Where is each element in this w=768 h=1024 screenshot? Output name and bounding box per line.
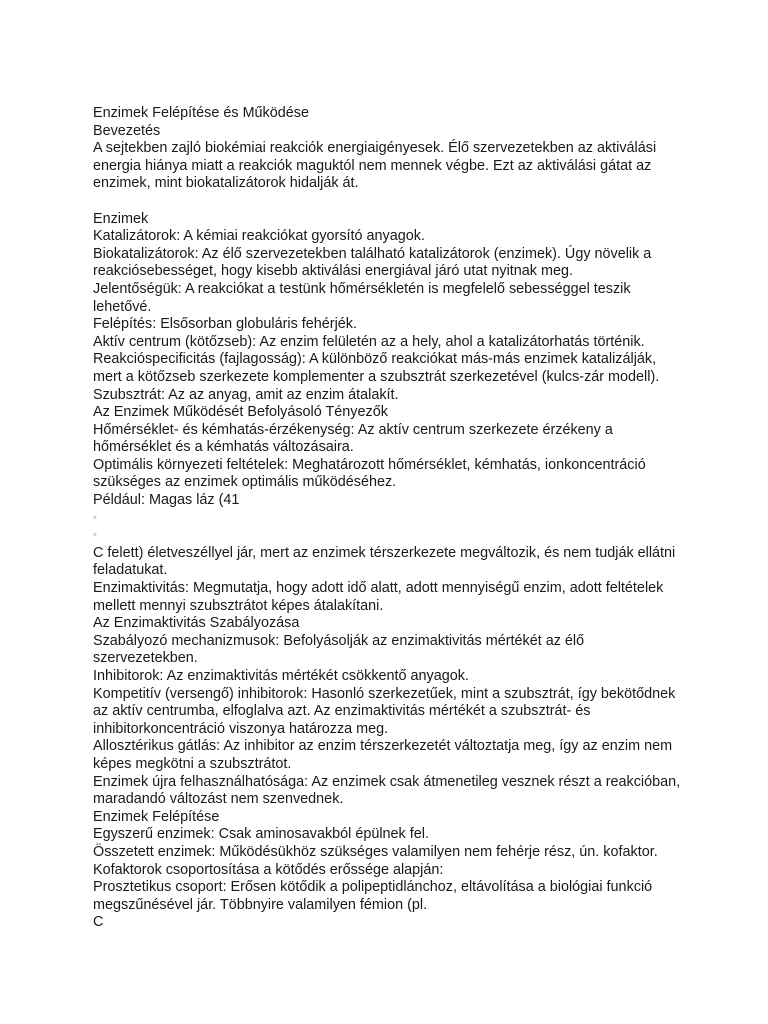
text-line: Szubsztrát: Az az anyag, amit az enzim átalakít.	[93, 386, 399, 403]
text-line: Egyszerű enzimek: Csak aminosavakból épülnek fel.	[93, 826, 429, 843]
text-line: reakciósebességet, hogy kisebb aktiválási energiával járó utat nyitnak meg.	[93, 263, 573, 280]
section-heading: Az Enzimek Működését Befolyásoló Tényezők	[93, 404, 388, 421]
text-line: Reakcióspecificitás (fajlagosság): A különböző reakciókat más-más enzimek katalizálják,	[93, 351, 657, 368]
text-line: Kofaktorok csoportosítása a kötődés erőssége alapján:	[93, 861, 444, 878]
text-line: Katalizátorok: A kémiai reakciókat gyorsító anyagok.	[93, 228, 425, 245]
text-line: C felett) életveszéllyel jár, mert az enzimek térszerkezete megváltozik, és nem tudják ellátni	[93, 544, 676, 561]
text-line: C	[93, 914, 104, 931]
text-line: Aktív centrum (kötőzseb): Az enzim felületén az a hely, ahol a katalizátorhatás történik.	[93, 333, 645, 350]
text-line: Enzimaktivitás: Megmutatja, hogy adott idő alatt, adott mennyiségű enzim, adott feltételek	[93, 580, 664, 597]
text-line: Enzimek újra felhasználhatósága: Az enzimek csak átmenetileg vesznek részt a reakcióban,	[93, 773, 681, 790]
text-line: Összetett enzimek: Működésükhöz szükséges valamilyen nem fehérje rész, ún. kofaktor.	[93, 843, 658, 860]
text-line: energia hiánya miatt a reakciók maguktól nem mennek végbe. Ezt az aktiválási gátat az	[93, 157, 652, 174]
document-body	[93, 105, 681, 932]
text-line: Jelentőségük: A reakciókat a testünk hőmérsékletén is megfelelő sebességgel teszik	[93, 280, 631, 297]
document-title: Enzimek Felépítése és Működése	[93, 105, 309, 121]
text-line: Felépítés: Elsősorban globuláris fehérjék.	[93, 316, 357, 333]
text-line: inhibitorkoncentráció viszonya határozza meg.	[93, 720, 389, 737]
text-line: képes megkötni a szubsztrátot.	[93, 755, 292, 772]
text-line: szervezetekben.	[93, 650, 198, 667]
text-line: Inhibitorok: Az enzimaktivitás mértékét csökkentő anyagok.	[93, 668, 469, 684]
section-heading: Enzimek	[93, 210, 149, 227]
text-line: Hőmérséklet- és kémhatás-érzékenység: Az aktív centrum szerkezete érzékeny a	[93, 421, 613, 438]
text-line: szükséges az enzimek optimális működéséhez.	[93, 474, 397, 491]
section-heading: Bevezetés	[93, 122, 161, 139]
text-line: mert a kötőzseb szerkezete komplementer a szubsztrát szerkezetével (kulcs-zár modell).	[93, 368, 660, 385]
text-line: lehetővé.	[93, 298, 152, 315]
text-line: Prosztetikus csoport: Erősen kötődik a polipeptidlánchoz, eltávolítása a biológiai funkció	[93, 879, 653, 896]
section-heading: Enzimek Felépítése	[93, 808, 220, 825]
text-line: Például: Magas láz (41	[93, 492, 240, 509]
text-line: az aktív centrumba, elfoglalva azt. Az enzimaktivitás mértékét a szubsztrát- és	[93, 703, 591, 720]
text-line: mellett mennyi szubsztrátot képes átalakítani.	[93, 597, 384, 614]
degree-symbol: ◦	[93, 529, 97, 542]
text-line: maradandó változást nem szenvednek.	[93, 791, 344, 808]
text-line: Szabályozó mechanizmusok: Befolyásolják az enzimaktivitás mértékét az élő	[93, 632, 585, 649]
text-line: megszűnésével jár. Többnyire valamilyen fémion (pl.	[93, 896, 428, 913]
blank-line	[93, 193, 673, 211]
section-heading: Az Enzimaktivitás Szabályozása	[93, 615, 300, 632]
text-line: A sejtekben zajló biokémiai reakciók energiaigényesek. Élő szervezetekben az aktiválási	[93, 140, 657, 157]
text-line: Allosztérikus gátlás: Az inhibitor az enzim térszerkezetét változtatja meg, így az enzim nem	[93, 738, 673, 755]
text-line: hőmérséklet és a kémhatás változásaira.	[93, 439, 354, 456]
text-line: enzimek, mint biokatalizátorok hidalják át.	[93, 175, 359, 192]
degree-symbol: ◦	[93, 511, 97, 524]
text-line: Kompetitív (versengő) inhibitorok: Hasonló szerkezetűek, mint a szubsztrát, így bekötődnek	[93, 685, 676, 702]
text-line: Biokatalizátorok: Az élő szervezetekben található katalizátorok (enzimek). Úgy növelik a	[93, 245, 652, 262]
text-line: feladatukat.	[93, 562, 168, 579]
text-line: Optimális környezeti feltételek: Meghatározott hőmérséklet, kémhatás, ionkoncentráció	[93, 456, 646, 473]
